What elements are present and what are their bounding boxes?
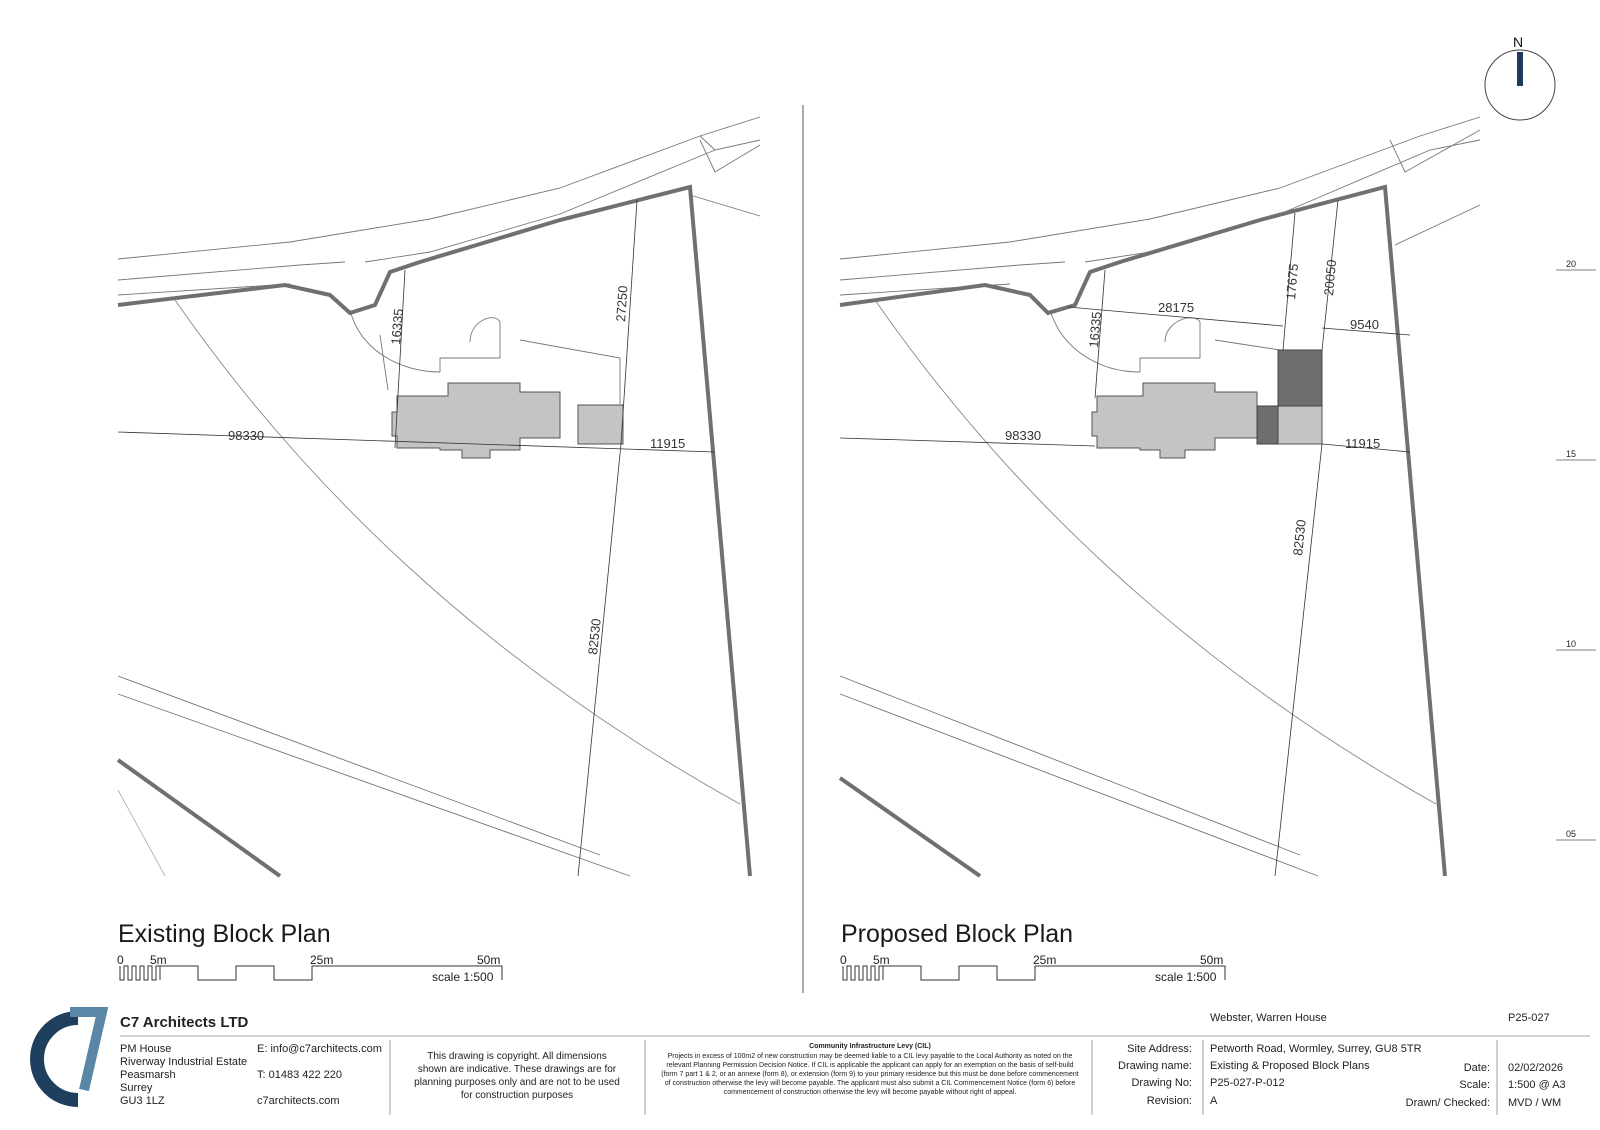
existing-road-lines (118, 117, 760, 295)
ruler-mark-20: 20 (1566, 259, 1577, 269)
address-line: GU3 1LZ (120, 1095, 165, 1107)
proposed-dim-20050: 20050 (1321, 258, 1340, 297)
company-name: C7 Architects LTD (120, 1014, 249, 1031)
site-address-label: Site Address: (1127, 1043, 1192, 1055)
existing-dim-98330: 98330 (228, 428, 265, 443)
company-website: c7architects.com (257, 1095, 340, 1107)
existing-dim-82530: 82530 (585, 617, 604, 656)
proposed-dim-11915: 11915 (1345, 436, 1381, 451)
proposed-dim-9540: 9540 (1350, 317, 1379, 332)
revision: A (1210, 1095, 1218, 1107)
drawing-name: Existing & Proposed Block Plans (1210, 1060, 1370, 1072)
proposed-dim-17675: 17675 (1283, 262, 1302, 301)
address-line: Riverway Industrial Estate (120, 1056, 248, 1068)
company-address (120, 1043, 247, 1108)
edge-ruler (1556, 270, 1596, 840)
date-label: Date: (1463, 1062, 1490, 1074)
cil-text: Projects in excess of 100m2 of new construction may be deemed liable to a CIL levy payable to the Local Authority as noted on the relevant Planning Permission Decision Notice. If CIL is applicable the applicant can apply for an exemption on the basis of self-build (form 7 part 1 & 2, or an annexe (form 8), or extension (form 9) to your primary residence but this must be done before commencement of construction otherwise the levy will become payable. The applicant must also submit a CIL Commencement Notice (form 6) before commencement of construction otherwise the levy will become payable without right of appeal. (661, 1053, 1079, 1096)
proposed-dimensions (840, 200, 1410, 876)
proposed-plan (840, 117, 1480, 876)
company-email: E: info@c7architects.com (257, 1043, 382, 1055)
drawn-checked-label: Drawn/ Checked: (1405, 1097, 1490, 1109)
existing-plan (118, 117, 760, 876)
drawn-checked: MVD / WM (1508, 1097, 1562, 1109)
date: 02/02/2026 (1508, 1062, 1564, 1074)
proposed-dim-82530: 82530 (1290, 518, 1309, 557)
copyright-note: This drawing is copyright. All dimensions shown are indicative. These drawings are for planning purposes only and are not to be used for construction purposes (414, 1051, 620, 1101)
proposed-paths (1050, 310, 1280, 372)
proposed-road-lines (840, 117, 1480, 295)
ruler-mark-15: 15 (1566, 449, 1577, 459)
existing-dim-16335: 16335 (388, 307, 407, 346)
proposed-dim-98330: 98330 (1005, 428, 1042, 443)
c7-logo (37, 1012, 102, 1100)
proposed-scale-5m: 5m (873, 953, 890, 967)
proposed-dim-16335: 16335 (1086, 310, 1105, 349)
existing-dim-27250: 27250 (613, 285, 631, 323)
existing-plan-title: Existing Block Plan (118, 920, 331, 948)
client-name: Webster, Warren House (1210, 1012, 1327, 1024)
north-label: N (1513, 34, 1524, 50)
proposed-scale-50m: 50m (1200, 953, 1224, 967)
existing-scale-5m: 5m (150, 953, 167, 967)
proposed-scale-25m: 25m (1033, 953, 1057, 967)
address-line: PM House (120, 1043, 172, 1055)
address-line: Surrey (120, 1082, 153, 1094)
existing-boundary (118, 187, 750, 876)
revision-label: Revision: (1146, 1095, 1192, 1107)
existing-scale-0: 0 (117, 953, 124, 967)
drawing-name-label: Drawing name: (1118, 1060, 1192, 1072)
existing-buildings (392, 383, 623, 458)
ruler-mark-10: 10 (1566, 639, 1577, 649)
existing-dim-11915: 11915 (650, 436, 686, 451)
scale: 1:500 @ A3 (1508, 1079, 1566, 1091)
existing-scale-25m: 25m (310, 953, 334, 967)
proposed-boundary (840, 187, 1445, 876)
proposed-scale-0: 0 (840, 953, 847, 967)
address-line: Peasmarsh (120, 1069, 176, 1081)
existing-scale-text: scale 1:500 (432, 970, 494, 984)
proposed-plan-title: Proposed Block Plan (841, 920, 1074, 948)
site-address: Petworth Road, Wormley, Surrey, GU8 5TR (1210, 1043, 1422, 1055)
cil-title: Community Infrastructure Levy (CIL) (809, 1043, 931, 1050)
drawing-no-label: Drawing No: (1131, 1077, 1192, 1089)
proposed-scale-text: scale 1:500 (1155, 970, 1217, 984)
drawing-no: P25-027-P-012 (1210, 1077, 1285, 1089)
job-number: P25-027 (1508, 1012, 1550, 1024)
existing-scale-50m: 50m (477, 953, 501, 967)
scale-label: Scale: (1459, 1079, 1490, 1091)
proposed-arc (875, 300, 1436, 804)
ruler-mark-05: 05 (1566, 829, 1577, 839)
proposed-dim-28175: 28175 (1158, 300, 1195, 315)
north-arrow (1485, 50, 1555, 120)
company-phone: T: 01483 422 220 (257, 1069, 343, 1081)
